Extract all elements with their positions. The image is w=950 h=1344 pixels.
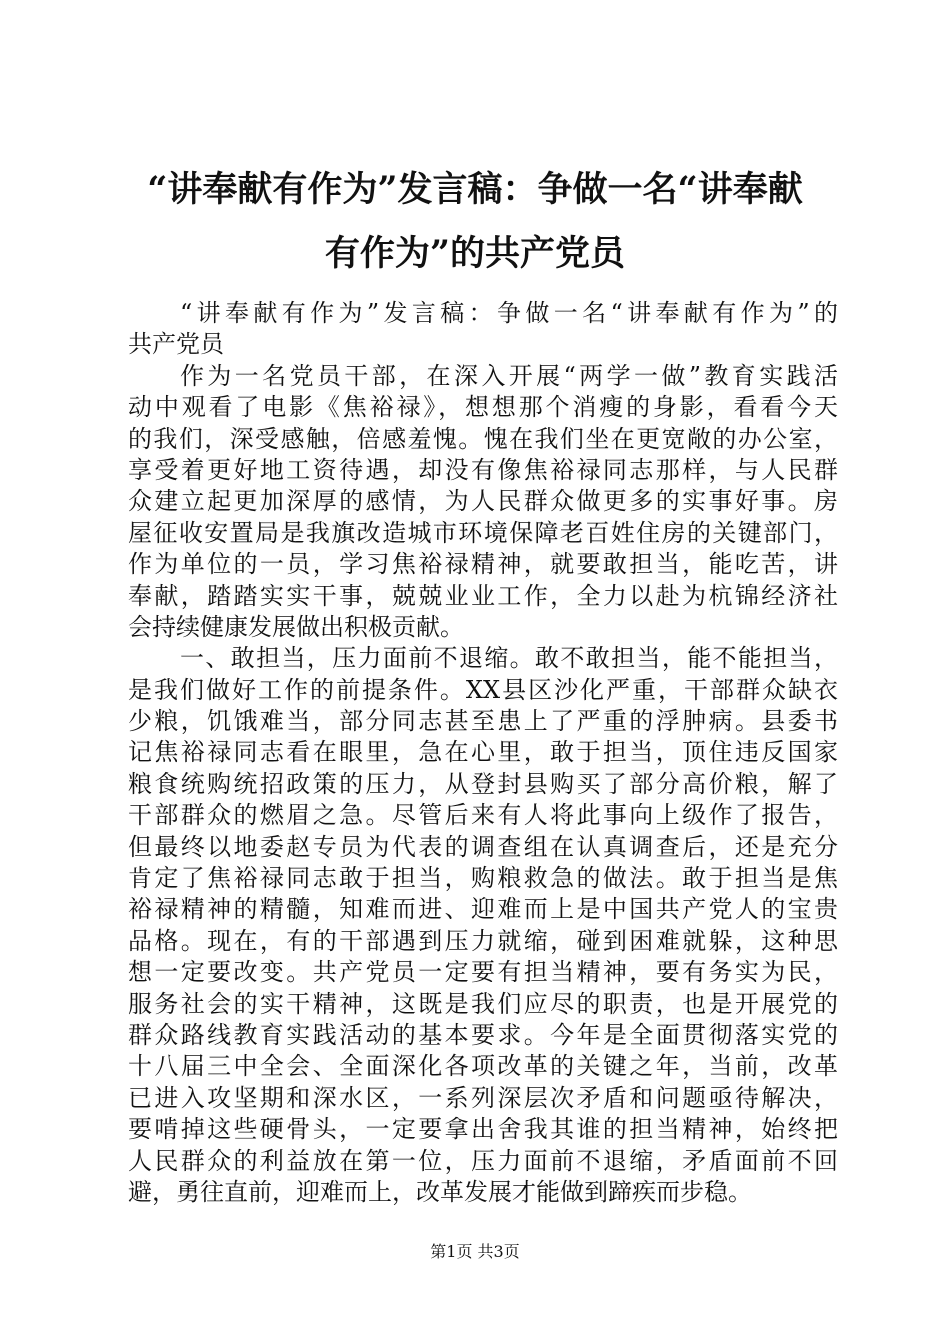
body-line: 一、敢担当，压力面前不退缩。敢不敢担当，能不能担当， — [180, 644, 838, 673]
body-line: 记焦裕禄同志看在眼里，急在心里，敢于担当，顶住违反国家 — [128, 738, 838, 767]
body-line: 品格。现在，有的干部遇到压力就缩，碰到困难就躲，这种思 — [128, 926, 838, 955]
body-line: 十八届三中全会、全面深化各项改革的关键之年，当前，改革 — [128, 1052, 838, 1081]
body-line: 肯定了焦裕禄同志敢于担当，购粮救急的做法。敢于担当是焦 — [128, 864, 838, 893]
body-line: 但最终以地委赵专员为代表的调查组在认真调查后，还是充分 — [128, 832, 838, 861]
body-line: 共产党员 — [128, 330, 224, 359]
body-line: 会持续健康发展做出积极贡献。 — [128, 612, 464, 641]
page-number-footer: 第1页 共3页 — [430, 1242, 520, 1261]
body-line: 服务社会的实干精神，这既是我们应尽的职责，也是开展党的 — [128, 989, 838, 1018]
body-line: 奉献，踏踏实实干事，兢兢业业工作，全力以赴为杭锦经济社 — [128, 581, 838, 610]
body-line: 享受着更好地工资待遇，却没有像焦裕禄同志那样，与人民群 — [128, 455, 838, 484]
document-body — [128, 298, 838, 1208]
body-line: 干部群众的燃眉之急。尽管后来有人将此事向上级作了报告， — [128, 801, 838, 830]
body-line: 裕禄精神的精髓，知难而进、迎难而上是中国共产党人的宝贵 — [128, 895, 838, 924]
body-line: 作为一名党员干部，在深入开展“两学一做”教育实践活 — [180, 361, 838, 390]
body-line: 已进入攻坚期和深水区，一系列深层次矛盾和问题亟待解决， — [128, 1083, 838, 1112]
body-line: 群众路线教育实践活动的基本要求。今年是全面贯彻落实党的 — [128, 1020, 838, 1049]
body-line: 众建立起更加深厚的感情，为人民群众做更多的实事好事。房 — [128, 487, 838, 516]
body-line: 作为单位的一员，学习焦裕禄精神，就要敢担当，能吃苦，讲 — [128, 550, 838, 579]
body-line: 想一定要改变。共产党员一定要有担当精神，要有务实为民， — [128, 958, 838, 987]
document-title — [105, 158, 845, 286]
body-line: 动中观看了电影《焦裕禄》，想想那个消瘦的身影，看看今天 — [128, 393, 838, 422]
title-line-2: 有作为”的共产党员 — [324, 233, 626, 274]
body-line: 少粮，饥饿难当，部分同志甚至患上了严重的浮肿病。县委书 — [128, 707, 838, 736]
body-line: 的我们，深受感触，倍感羞愧。愧在我们坐在更宽敞的办公室， — [128, 424, 838, 453]
body-line: 要啃掉这些硬骨头，一定要拿出舍我其谁的担当精神，始终把 — [128, 1115, 838, 1144]
title-line-1: “讲奉献有作为”发言稿：争做一名“讲奉献 — [147, 169, 803, 210]
body-line: 屋征收安置局是我旗改造城市环境保障老百姓住房的关键部门， — [128, 518, 838, 547]
body-line: 避，勇往直前，迎难而上，改革发展才能做到蹄疾而步稳。 — [128, 1177, 752, 1206]
body-line: 人民群众的利益放在第一位，压力面前不退缩，矛盾面前不回 — [128, 1146, 838, 1175]
body-line: 粮食统购统招政策的压力，从登封县购买了部分高价粮，解了 — [128, 769, 838, 798]
body-line: “讲奉献有作为”发言稿：争做一名“讲奉献有作为”的 — [180, 299, 838, 327]
body-line: 是我们做好工作的前提条件。XX县区沙化严重，干部群众缺衣 — [128, 675, 838, 704]
